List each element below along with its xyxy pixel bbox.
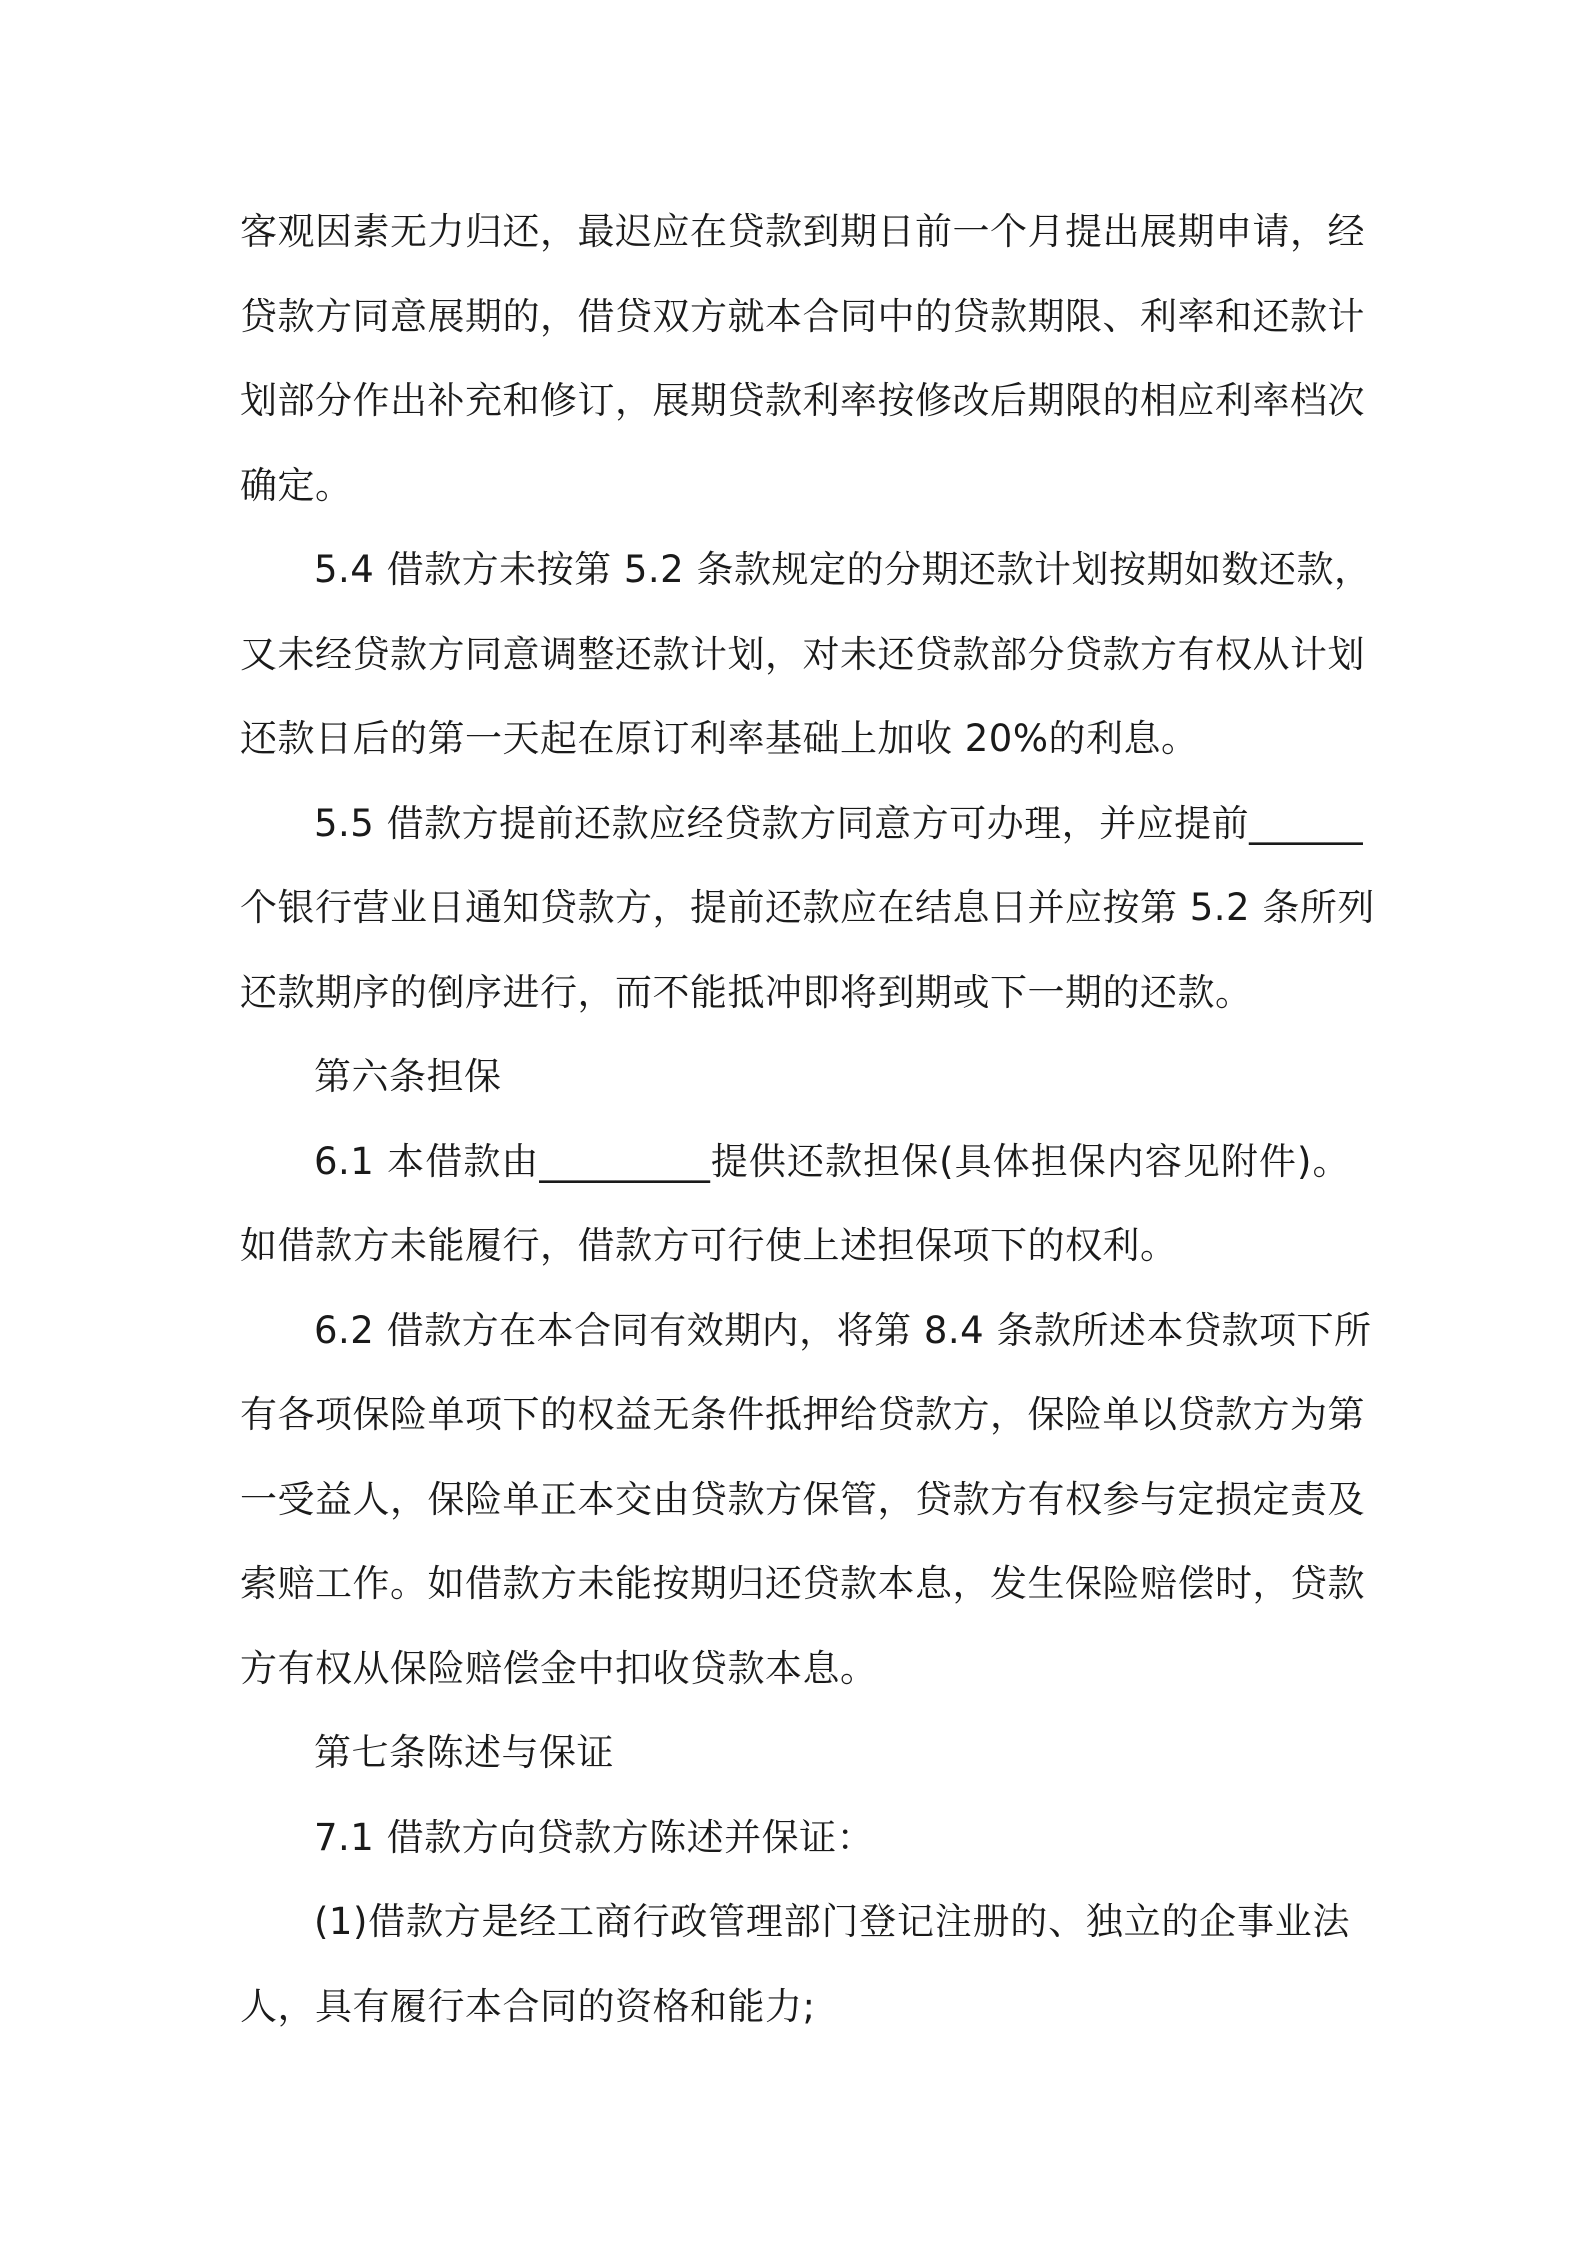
text-line: 索赔工作。如借款方未能按期归还贷款本息，发生保险赔偿时，贷款 <box>240 1562 1365 1605</box>
clause-5-4-line: 5.4 借款方未按第 5.2 条款规定的分期还款计划按期如数还款， <box>314 548 1372 591</box>
section-heading-article-6: 第六条担保 <box>314 1055 502 1098</box>
text-line: 客观因素无力归还，最迟应在贷款到期日前一个月提出展期申请，经 <box>240 210 1365 253</box>
clause-6-1-line: 6.1 本借款由_________提供还款担保(具体担保内容见附件)。 <box>314 1139 1350 1183</box>
text-line: 确定。 <box>240 463 353 507</box>
item-1-line: (1)借款方是经工商行政管理部门登记注册的、独立的企事业法 <box>314 1900 1350 1943</box>
text-line: 一受益人，保险单正本交由贷款方保管，贷款方有权参与定损定责及 <box>240 1477 1365 1521</box>
section-heading-article-7: 第七条陈述与保证 <box>314 1731 614 1774</box>
text-line: 划部分作出补充和修订，展期贷款利率按修改后期限的相应利率档次 <box>240 379 1365 422</box>
clause-7-1-line: 7.1 借款方向贷款方陈述并保证： <box>314 1815 875 1859</box>
text-line: 方有权从保险赔偿金中扣收贷款本息。 <box>240 1646 878 1690</box>
text-line: 贷款方同意展期的，借贷双方就本合同中的贷款期限、利率和还款计 <box>240 294 1365 338</box>
clause-6-2-line: 6.2 借款方在本合同有效期内，将第 8.4 条款所述本贷款项下所 <box>314 1308 1372 1352</box>
text-line: 还款日后的第一天起在原订利率基础上加收 20%的利息。 <box>240 717 1199 760</box>
text-line: 还款期序的倒序进行，而不能抵冲即将到期或下一期的还款。 <box>240 970 1253 1014</box>
text-line: 个银行营业日通知贷款方，提前还款应在结息日并应按第 5.2 条所列 <box>240 886 1375 929</box>
text-line: 如借款方未能履行，借款方可行使上述担保项下的权利。 <box>240 1224 1178 1267</box>
clause-5-5-line: 5.5 借款方提前还款应经贷款方同意方可办理，并应提前______ <box>314 801 1364 845</box>
document-body <box>240 190 1375 2049</box>
text-line: 人，具有履行本合同的资格和能力; <box>240 1984 816 2028</box>
text-line: 又未经贷款方同意调整还款计划，对未还贷款部分贷款方有权从计划 <box>240 632 1365 676</box>
text-line: 有各项保险单项下的权益无条件抵押给贷款方，保险单以贷款方为第 <box>240 1393 1365 1436</box>
